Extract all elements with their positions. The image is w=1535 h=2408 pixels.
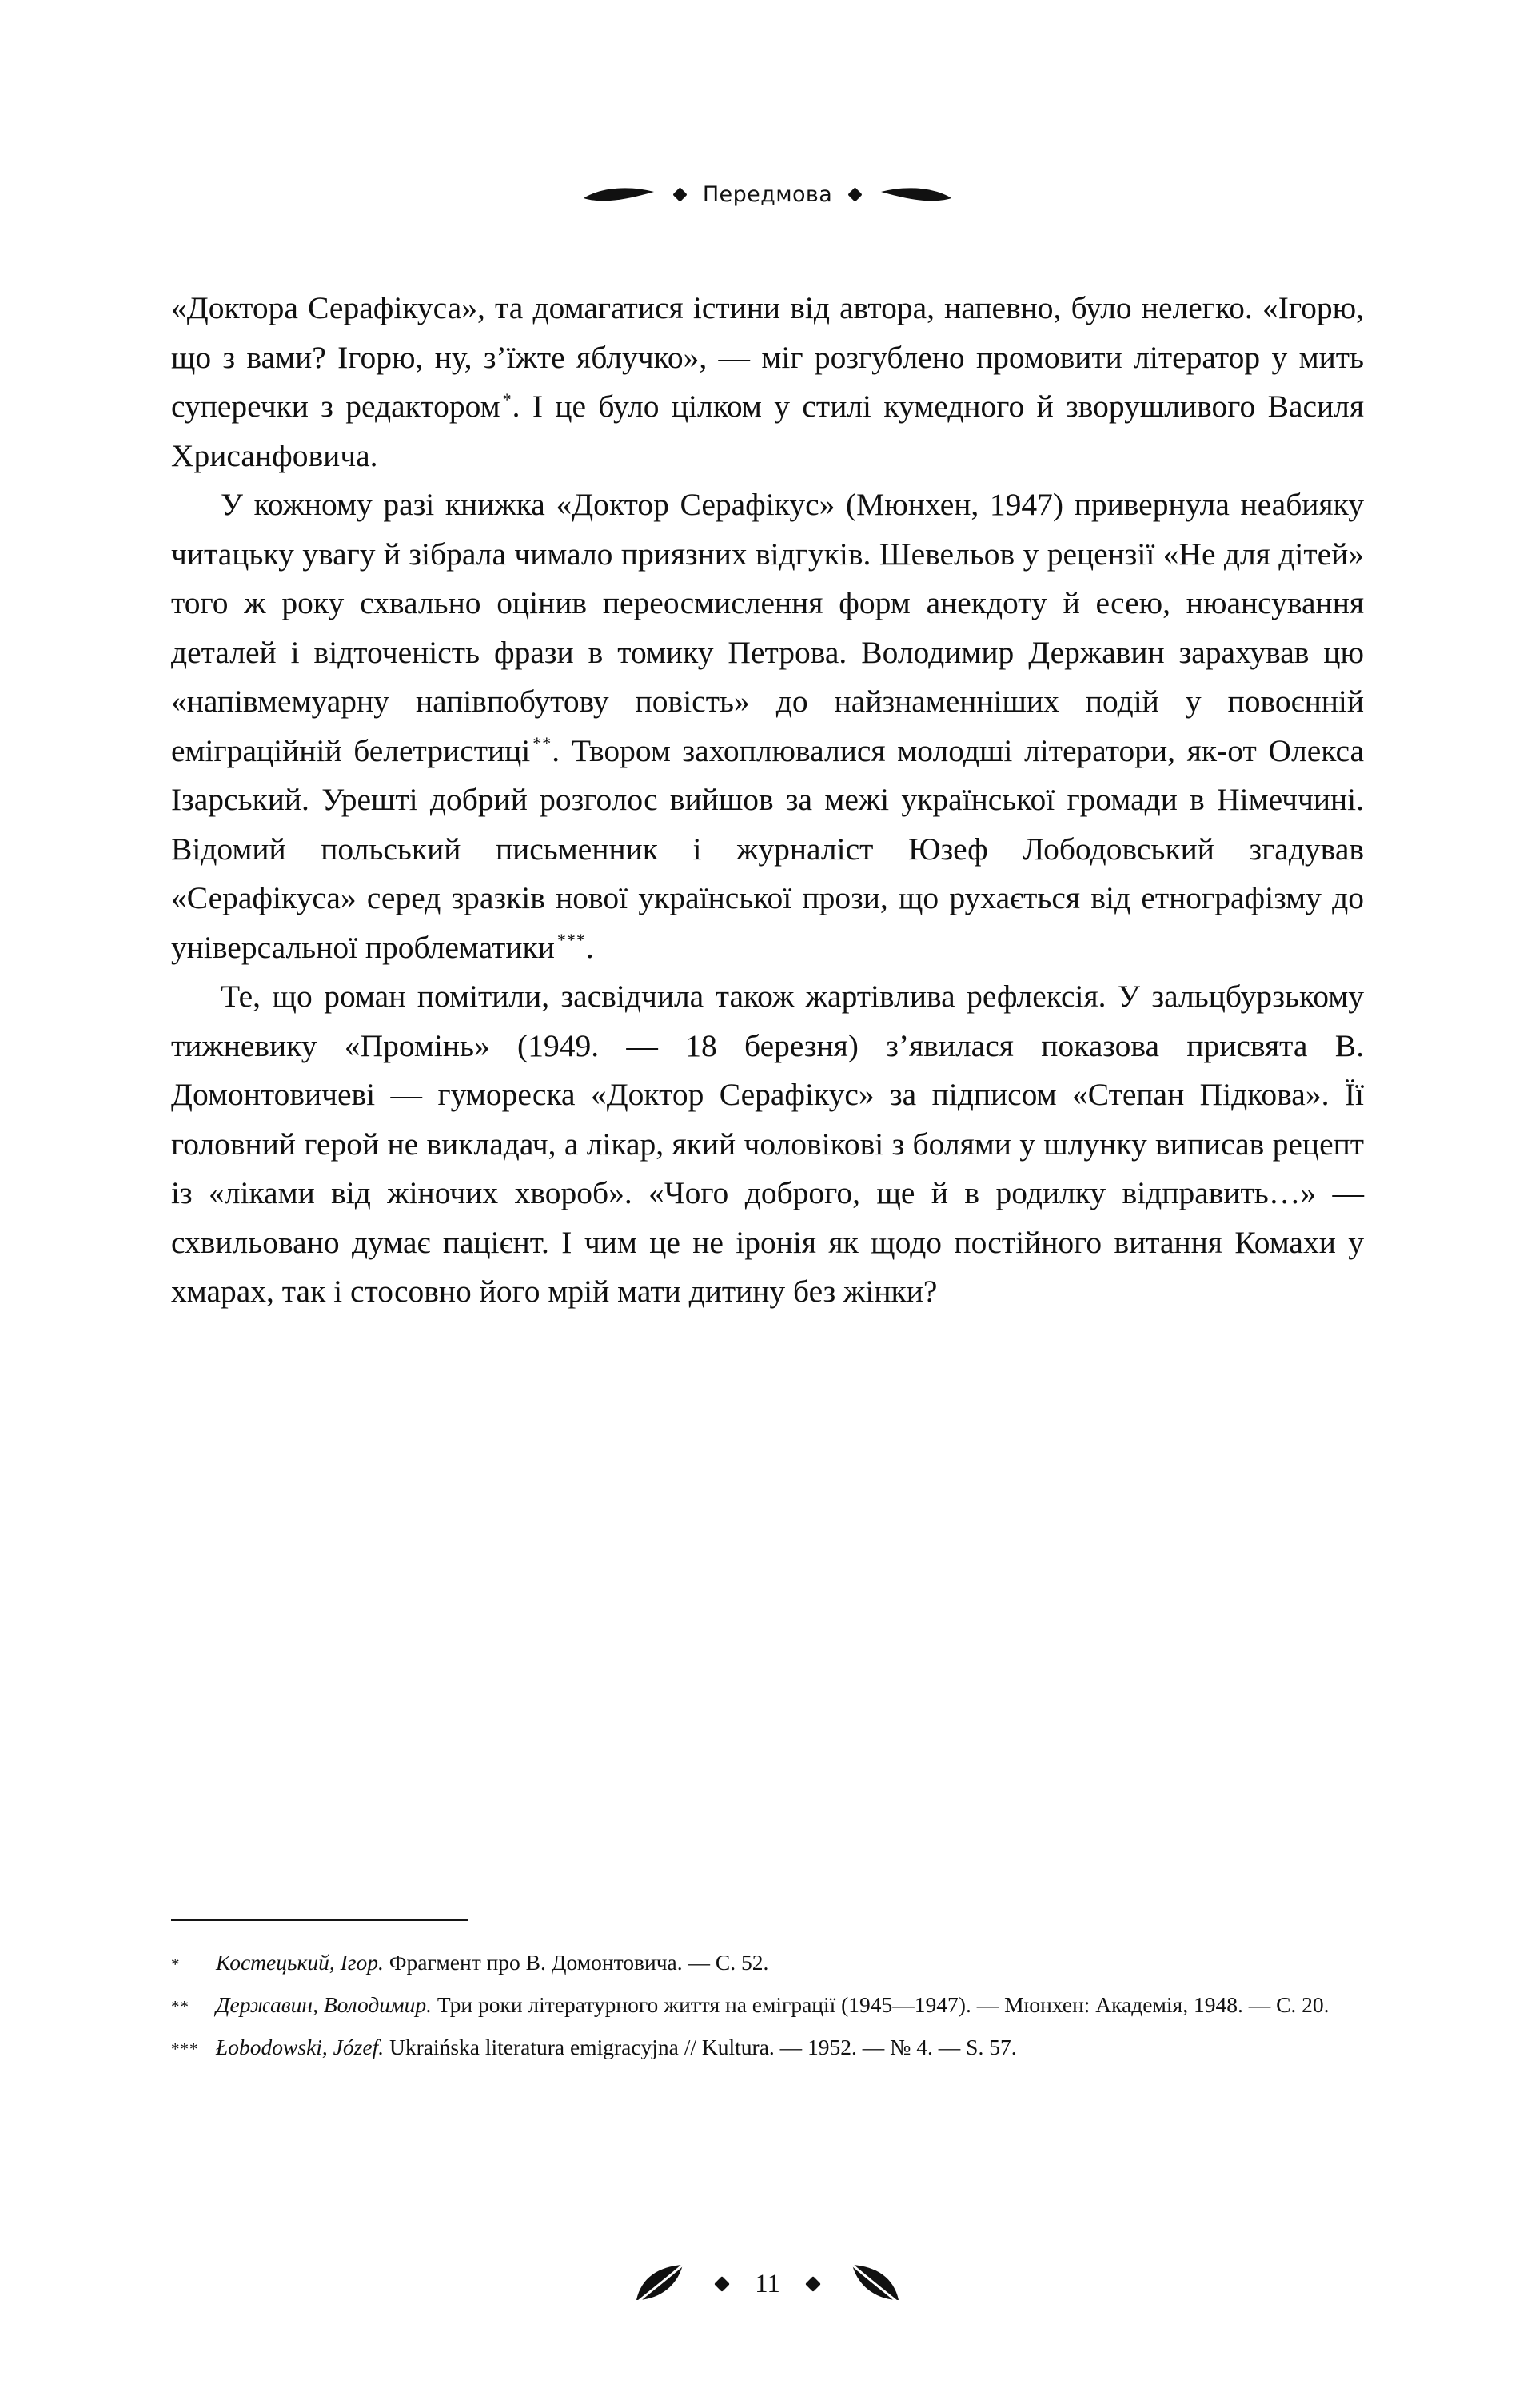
body-text [171,284,1364,1317]
footnote-item [171,1987,1364,2024]
diamond-icon [805,2276,821,2292]
leaf-sprig-right-icon [846,2260,903,2308]
footnote-text [216,1987,1364,2022]
footnote-author: Łobodowski, Józef. [216,2035,385,2059]
page-footer [0,2260,1535,2308]
page-number: 11 [755,2269,780,2298]
footnote-author: Державин, Володимир. [216,1992,432,2017]
diamond-icon [714,2276,730,2292]
footnote-marker: ** [171,1997,189,2016]
footnote-ref: ** [532,733,552,754]
footnote-rest: Три роки літературного життя на еміграції (1945—1947). — Мюнхен: Академія, 1948. — С. 20. [431,1992,1330,2017]
paragraph: Те, що роман помітили, засвідчила також жартівлива рефлексія. У зальцбурзькому тижневику «Промінь» (1949. — 18 березня) з’явилася показова присвята В. Домонтовичеві — гумореска «Доктор Серафікус» за підписом «Степан Підкова». Її головний герой не викладач, а лікар, який чоловікові з болями у шлунку виписав рецепт із «ліками від жіночих хвороб». «Чого доброго, ще й в родилку відправить…» — схвильовано думає пацієнт. І чим це не іронія як щодо постійного витання Комахи у хмарах, так і стосовно його мрій мати дитину без жінки? [171,979,1364,1309]
paragraph: «Доктора Серафікуса», та домагатися істини від автора, напевно, було нелегко. «Ігорю, що з вами? Ігорю, ну, з’їжте яблучко», — міг розгублено промовити літератор у мить суперечки з редактором *. І це було цілком у стилі кумедного й зворушливого Василя Хрисанфовича. [171,290,1365,473]
footnote-rest: Фрагмент про В. Домонтовича. — С. 52. [383,1950,769,1975]
leaf-flourish-left-icon [580,185,657,205]
footnote-item [171,1945,1364,1982]
footnote-author: Костецький, Ігор. [216,1950,384,1975]
footnote-ref: * [502,389,512,409]
leaf-flourish-right-icon [878,185,955,205]
running-head-label: Передмова [702,182,833,207]
footnote-item [171,2030,1364,2067]
footnote-separator-rule [171,1919,468,1921]
footnotes-block [171,1919,1364,2072]
footnote-marker: *** [171,2039,199,2059]
paragraph: У кожному разі книжка «Доктор Серафікус» (Мюнхен, 1947) привернула неабияку читацьку увагу й зібрала чимало приязних відгуків. Шевельов у рецензії «Не для дітей» того ж року схвально оцінив переосмислення форм анекдоту й есею, нюансування деталей і відточеність фрази в томику Петрова. Володимир Державин зарахував цю «напівмемуарну напівпобутову повість» до найзнаменніших подій у повоєнній еміграційній белетристиці **. Твором захоплювалися молодші літератори, як-от Олекса Ізарський. Урешті добрий розголос вийшов за межі української громади в Німеччині. Відомий польський письменник і журналіст Юзеф Лободовський згадував «Серафікуса» серед зразків нової української прози, що рухається від етнографізму до універсальної проблематики ***. [171,487,1364,965]
footnote-text [216,2030,1364,2064]
footnote-ref: *** [556,930,586,951]
leaf-sprig-left-icon [632,2260,689,2308]
footnote-text [216,1945,1364,1979]
footnote-rest: Ukraińska literatura emigracyjna // Kultura. — 1952. — № 4. — S. 57. [384,2035,1017,2059]
diamond-icon [847,187,862,201]
diamond-icon [672,187,687,201]
running-head [0,182,1535,207]
footnote-marker: * [171,1955,181,1974]
